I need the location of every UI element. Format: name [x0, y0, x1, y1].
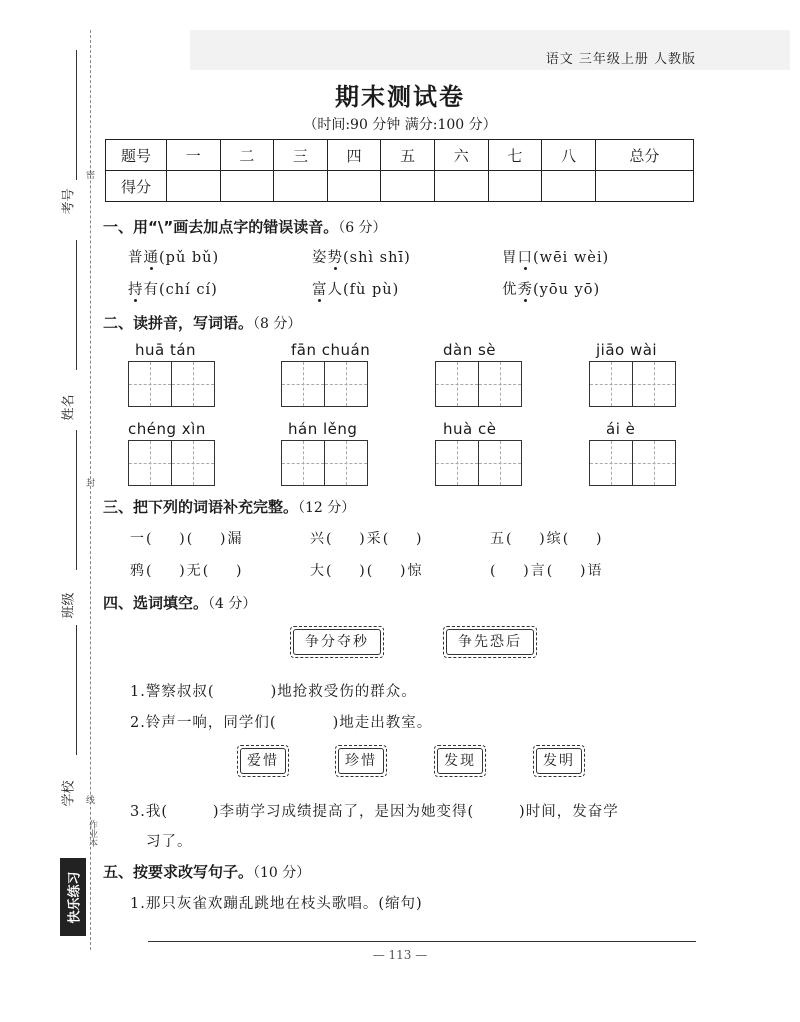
field-line-xingming: [76, 240, 77, 370]
score-cell: 三: [274, 140, 328, 171]
writing-grid[interactable]: [435, 440, 522, 486]
word-option[interactable]: 发明: [533, 745, 585, 777]
score-table: [105, 139, 694, 202]
score-input-cell[interactable]: [274, 171, 328, 202]
pinyin-prompt: huā tán: [135, 341, 197, 359]
fill-question[interactable]: 2.铃声一响，同学们( )地走出教室。: [130, 715, 433, 731]
writing-grid[interactable]: [589, 361, 676, 407]
score-cell: 七: [488, 140, 542, 171]
writing-grid[interactable]: [589, 440, 676, 486]
word-option[interactable]: 争分夺秒: [290, 626, 384, 658]
field-label-kaohao: 考号: [61, 188, 77, 215]
idiom-blank[interactable]: 大( )( )惊: [310, 563, 424, 579]
score-input-cell[interactable]: [167, 171, 221, 202]
score-input-cell[interactable]: [434, 171, 488, 202]
field-line-xuexiao: [76, 625, 77, 755]
footer-rule: [148, 941, 696, 942]
idiom-blank[interactable]: 兴( )采( ): [310, 531, 424, 547]
pinyin-choice-item[interactable]: 胃口(wēi wèi): [502, 250, 610, 266]
subject-label: 语文 三年级上册 人教版: [545, 52, 696, 67]
section-1-heading: 一、用“\”画去加点字的错误读音。（6 分）: [103, 218, 387, 236]
rewrite-question[interactable]: 1.那只灰雀欢蹦乱跳地在枝头歌唱。(缩句): [130, 896, 423, 912]
exam-subtitle: （时间:90 分钟 满分:100 分）: [303, 117, 497, 133]
pinyin-choice-item[interactable]: 普通(pǔ bǔ): [128, 250, 220, 266]
score-input-cell[interactable]: [381, 171, 435, 202]
score-cell: 八: [542, 140, 596, 171]
word-option[interactable]: 爱惜: [237, 745, 289, 777]
brand-logo: 快乐练习: [60, 858, 86, 936]
page-number: — 113 —: [372, 948, 428, 962]
pinyin-choice-item[interactable]: 优秀(yōu yō): [502, 282, 601, 298]
page-title: 期末测试卷: [335, 82, 465, 111]
fill-question-continued: 习了。: [146, 834, 193, 850]
score-table-header-row: [106, 140, 694, 171]
writing-grid[interactable]: [128, 440, 215, 486]
pinyin-prompt: jiāo wài: [596, 341, 658, 359]
pinyin-prompt: huà cè: [443, 420, 497, 438]
score-cell: 二: [220, 140, 274, 171]
pinyin-prompt: fān chuán: [291, 341, 371, 359]
pinyin-choice-item[interactable]: 姿势(shì shī): [312, 250, 411, 266]
score-cell: 题号: [106, 140, 167, 171]
score-cell: 五: [381, 140, 435, 171]
field-line-banji: [76, 430, 77, 570]
word-option[interactable]: 争先恐后: [443, 626, 537, 658]
fill-question[interactable]: 3.我( )李萌学习成绩提高了，是因为她变得( )时间，发奋学: [130, 804, 619, 820]
score-row-label: 得分: [106, 171, 167, 202]
header-band: [190, 30, 790, 70]
brand-subtitle: 作业本: [87, 820, 97, 847]
idiom-blank[interactable]: 一( )( )漏: [130, 531, 244, 547]
score-input-cell[interactable]: [595, 171, 693, 202]
score-cell: 总分: [595, 140, 693, 171]
score-cell: 六: [434, 140, 488, 171]
field-label-xingming: 姓名: [61, 394, 77, 421]
pinyin-prompt: hán lěng: [288, 420, 358, 438]
field-label-banji: 班级: [61, 592, 77, 619]
seal-mark-xian: 线: [86, 796, 96, 806]
section-3-heading: 三、把下列的词语补充完整。（12 分）: [103, 498, 356, 516]
idiom-blank[interactable]: 鸦( )无( ): [130, 563, 244, 579]
fill-question[interactable]: 1.警察叔叔( )地抢救受伤的群众。: [130, 684, 417, 700]
score-cell: 一: [167, 140, 221, 171]
writing-grid[interactable]: [281, 440, 368, 486]
section-2-heading: 二、读拼音，写词语。（8 分）: [103, 314, 302, 332]
idiom-blank[interactable]: 五( )缤( ): [490, 531, 604, 547]
pinyin-prompt: ái è: [606, 420, 636, 438]
score-input-cell[interactable]: [220, 171, 274, 202]
writing-grid[interactable]: [435, 361, 522, 407]
word-option[interactable]: 发现: [434, 745, 486, 777]
pinyin-prompt: dàn sè: [443, 341, 497, 359]
section-5-heading: 五、按要求改写句子。（10 分）: [103, 863, 311, 881]
score-table-score-row: [106, 171, 694, 202]
word-option[interactable]: 珍惜: [335, 745, 387, 777]
score-input-cell[interactable]: [327, 171, 381, 202]
score-cell: 四: [327, 140, 381, 171]
writing-grid[interactable]: [281, 361, 368, 407]
score-input-cell[interactable]: [488, 171, 542, 202]
field-label-xuexiao: 学校: [61, 780, 77, 807]
idiom-blank[interactable]: ( )言( )语: [490, 563, 604, 579]
pinyin-choice-item[interactable]: 持有(chí cí): [128, 282, 218, 298]
field-line-kaohao: [76, 50, 77, 180]
seal-mark-mi: 密: [86, 171, 96, 181]
writing-grid[interactable]: [128, 361, 215, 407]
pinyin-choice-item[interactable]: 富人(fù pù): [312, 282, 400, 298]
pinyin-prompt: chéng xìn: [128, 420, 206, 438]
score-input-cell[interactable]: [542, 171, 596, 202]
seal-mark-feng: 封: [86, 479, 96, 489]
section-4-heading: 四、选词填空。（4 分）: [103, 594, 257, 612]
